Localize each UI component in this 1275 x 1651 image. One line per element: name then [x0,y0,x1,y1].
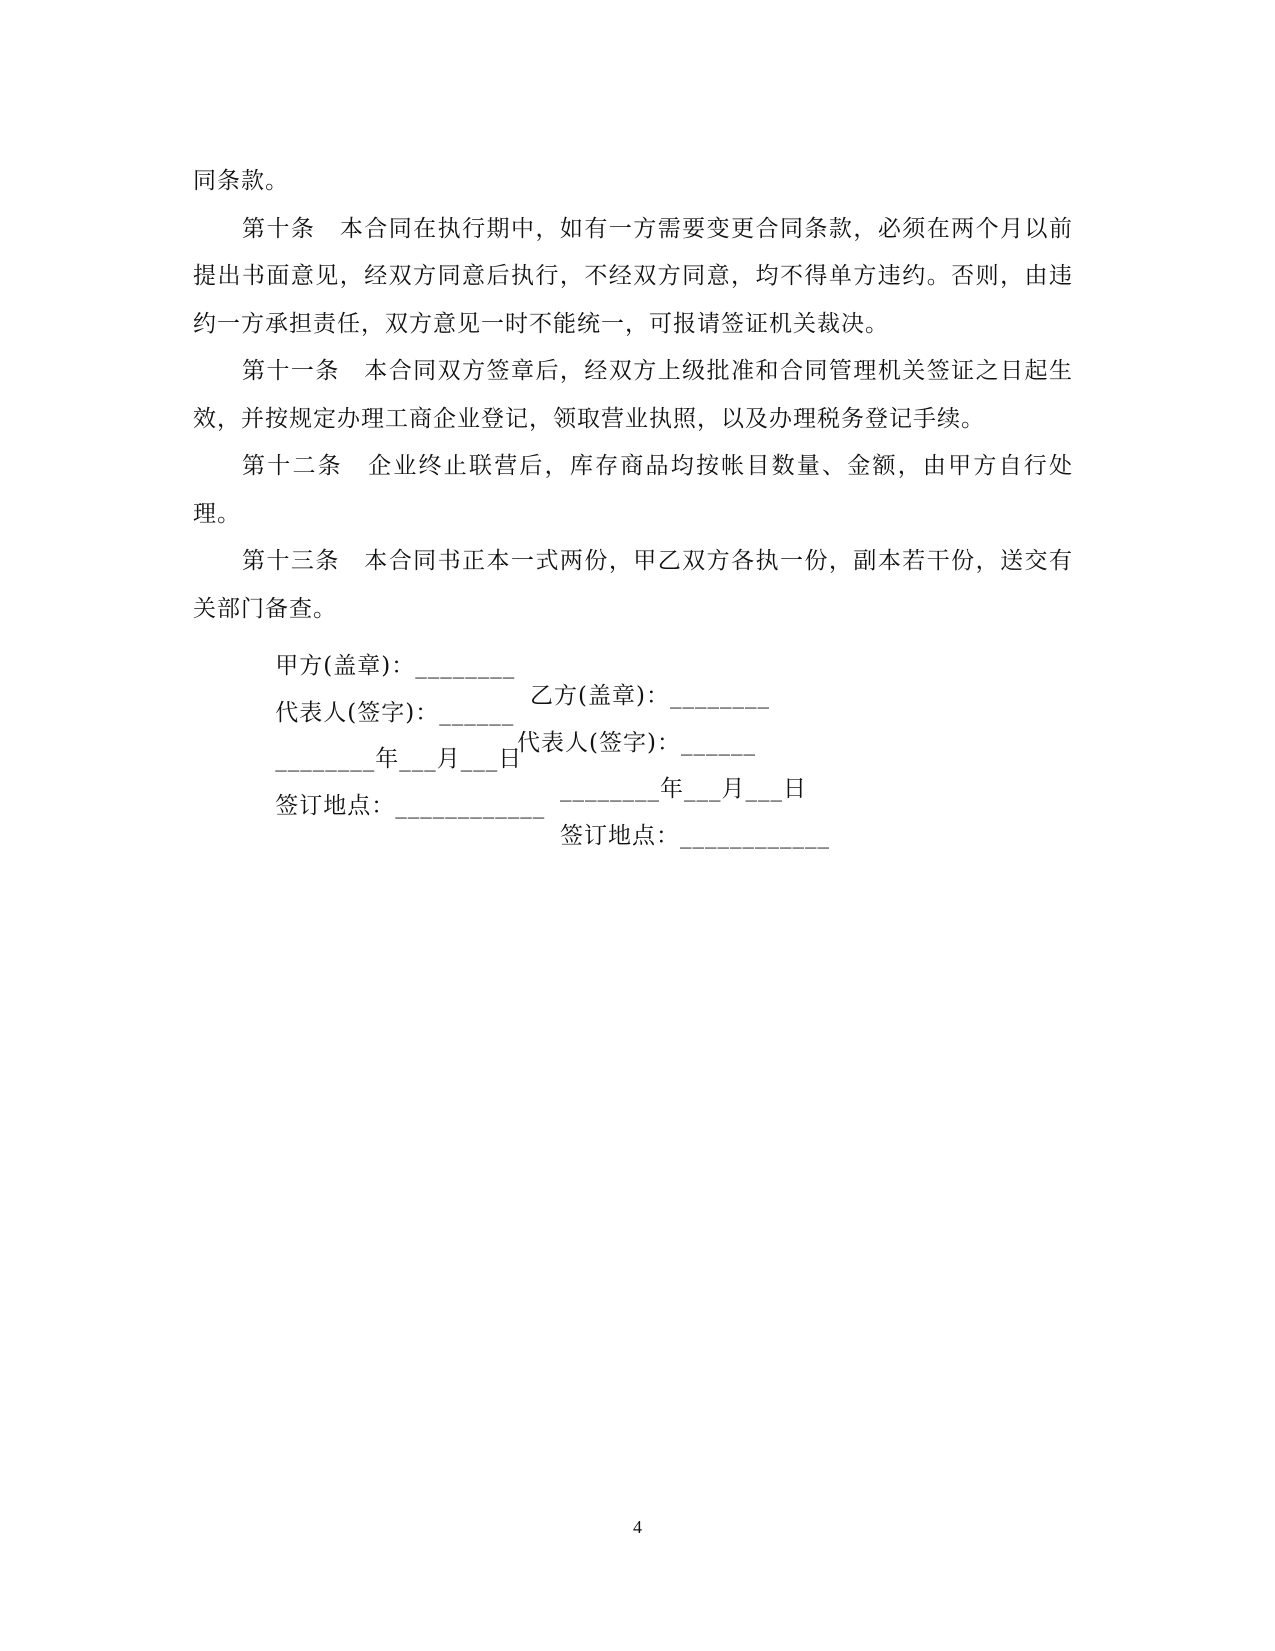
article-12: 第十二条 企业终止联营后，库存商品均按帐目数量、金额，由甲方自行处理。 [193,453,1073,527]
paragraph-continuation: 同条款。 [193,168,289,194]
page-number: 4 [633,1517,642,1537]
signing-place-a: 签订地点：____________ [275,793,546,819]
article-13: 第十三条 本合同书正本一式两份，甲乙双方各执一份，副本若干份，送交有关部门备查。 [193,548,1073,622]
party-a-seal: 甲方(盖章)：________ [275,653,516,679]
article-11: 第十一条 本合同双方签章后，经双方上级批准和合同管理机关签证之日起生效，并按规定办理工商企业登记，领取营业执照，以及办理税务登记手续。 [193,358,1073,432]
signing-place-b: 签订地点：____________ [560,823,830,849]
article-10: 第十条 本合同在执行期中，如有一方需要变更合同条款，必须在两个月以前提出书面意见，经双方同意后执行，不经双方同意，均不得单方违约。否则，由违约一方承担责任，双方意见一时不能统一，可报请签证机关裁决。 [193,215,1073,337]
party-b-seal: 乙方(盖章)：________ [530,683,770,709]
date-a: ________年___月___日 [275,746,523,772]
representative-b: 代表人(签字)：______ [517,730,756,756]
representative-a: 代表人(签字)：______ [275,700,515,726]
date-b: ________年___月___日 [560,776,807,802]
contract-body [193,158,1073,633]
